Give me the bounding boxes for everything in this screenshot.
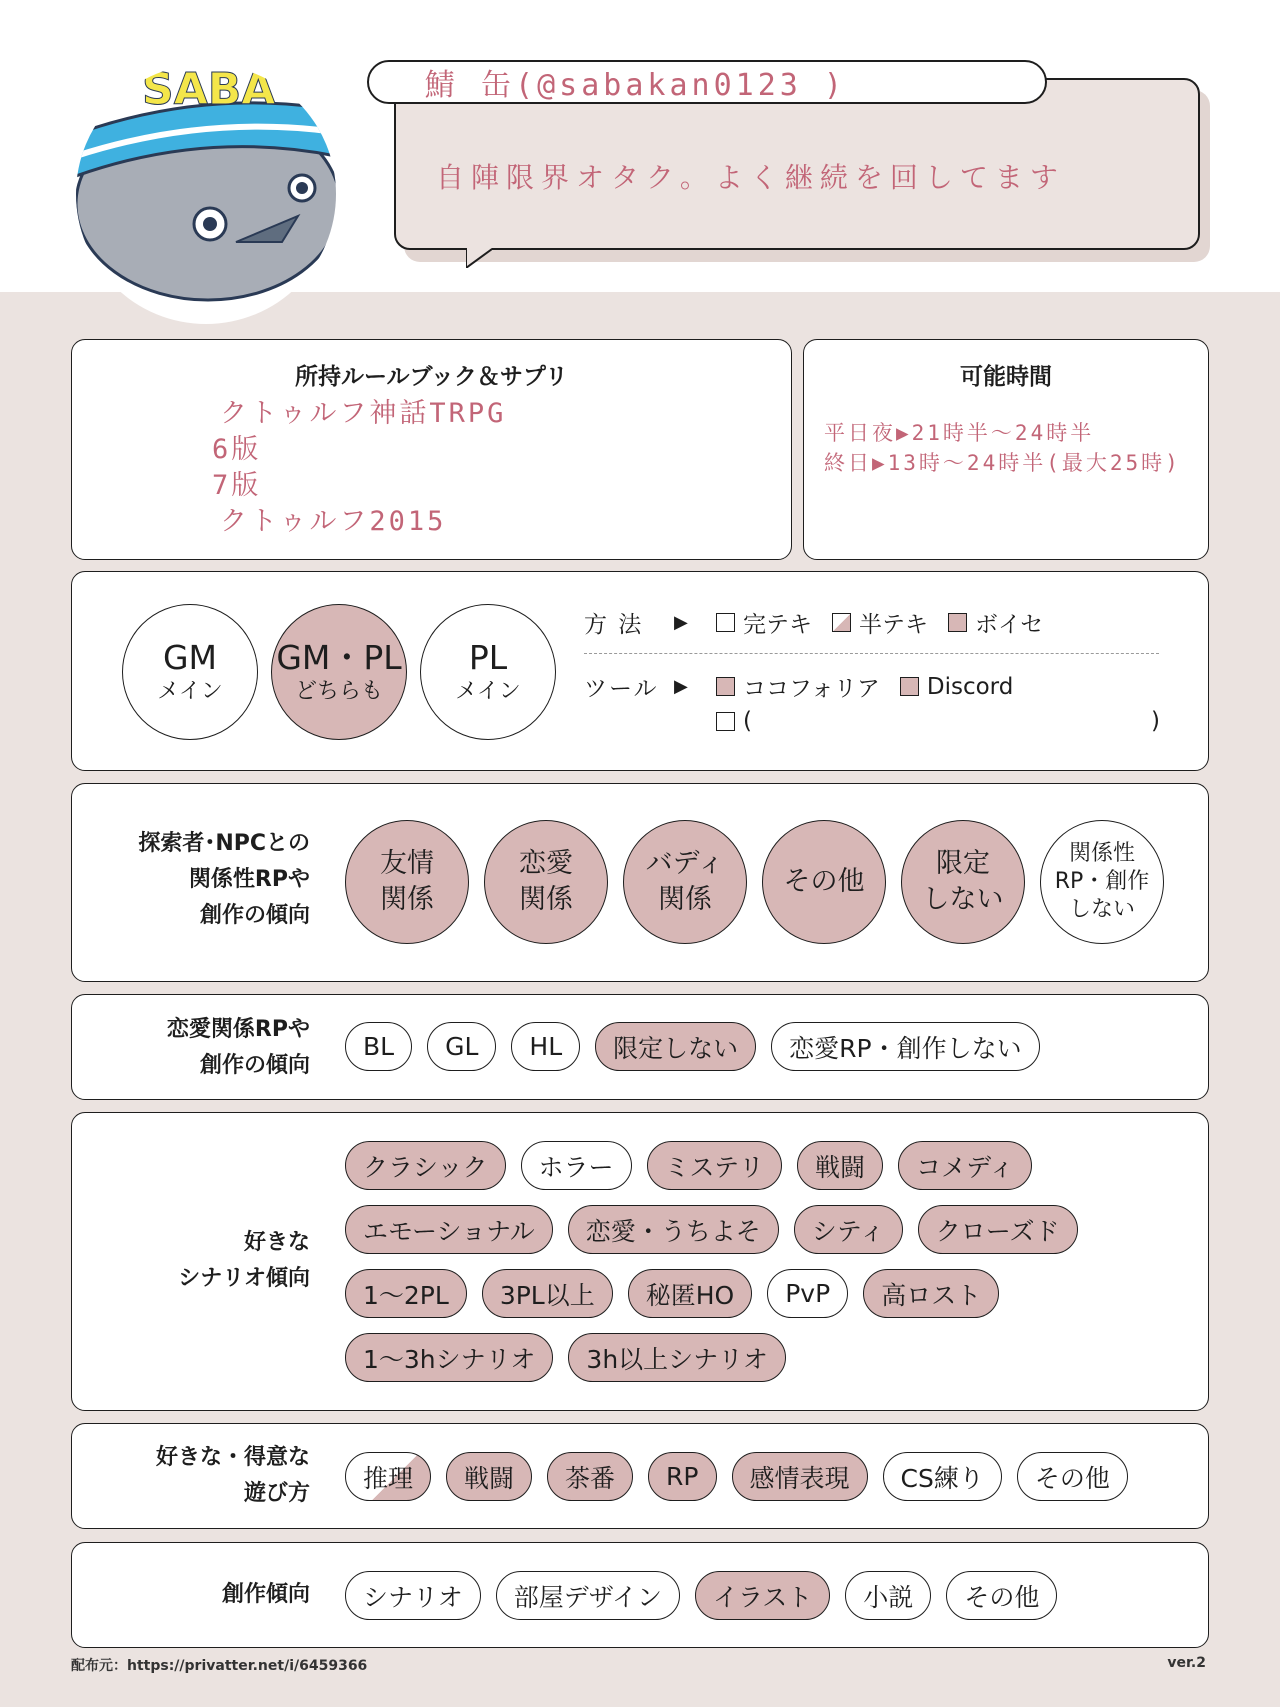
- checkbox: [716, 613, 735, 632]
- avatar-label: SABA: [142, 64, 276, 115]
- scenario-label: 好きな シナリオ傾向: [178, 1230, 310, 1291]
- relationship-option: 限定 しない: [901, 820, 1025, 944]
- scenario-chip: 1～3hシナリオ: [345, 1333, 553, 1382]
- avatar: [76, 64, 336, 324]
- tools-other-open: (: [743, 708, 752, 734]
- availability-title: 可能時間: [960, 364, 1052, 390]
- tools-other-close: ): [1151, 708, 1160, 734]
- method-option-full-text: [716, 606, 812, 639]
- arrow-icon: ▶: [674, 676, 688, 697]
- scenario-chip: エモーショナル: [345, 1205, 553, 1254]
- playstyle-chip: RP: [648, 1452, 716, 1501]
- availability-line: 終日▶13時～24時半(最大25時): [824, 451, 1181, 475]
- scenario-chip: シティ: [794, 1205, 903, 1254]
- relationship-label: 探索者･NPCとの 関係性RPや 創作の傾向: [138, 831, 310, 928]
- rulebook-item: クトゥルフ2015: [220, 506, 447, 537]
- playstyle-chip: 感情表現: [732, 1452, 868, 1501]
- availability-line: 平日夜▶21時半～24時半: [824, 421, 1095, 445]
- bio-text: 自陣限界オタク。よく継続を回してます: [436, 161, 1065, 194]
- role-top: GM: [162, 638, 218, 677]
- role-top: PL: [468, 638, 508, 677]
- footer-version: ver.2: [1167, 1655, 1206, 1671]
- divider: [584, 653, 1159, 654]
- rulebook-item: 6版: [212, 434, 262, 465]
- footer-source: 配布元：https://privatter.net/i/6459366: [71, 1658, 368, 1674]
- playstyle-chip: CS練り: [883, 1452, 1002, 1501]
- checkbox: [948, 613, 967, 632]
- playstyle-chip: 茶番: [547, 1452, 633, 1501]
- relationship-option: 恋愛 関係: [484, 820, 608, 944]
- playstyle-chip: 戦闘: [446, 1452, 532, 1501]
- tool-option-discord: [900, 674, 1013, 700]
- scenario-options: [345, 1141, 1185, 1382]
- creative-label: 創作傾向: [221, 1582, 310, 1607]
- scenario-chip: 1～2PL: [345, 1269, 467, 1318]
- role-bottom: メイン: [157, 679, 223, 704]
- romance-chip: GL: [427, 1022, 496, 1071]
- romance-chip: 恋愛RP・創作しない: [771, 1022, 1039, 1071]
- role-gm-pl-both: [271, 604, 407, 740]
- option-label: 完テキ: [743, 612, 812, 638]
- scenario-chip: 恋愛・うちよそ: [568, 1205, 779, 1254]
- scenario-chip: ミステリ: [647, 1141, 783, 1190]
- availability-list: [824, 418, 1181, 478]
- rulebook-title: 所持ルールブック＆サプリ: [294, 364, 568, 390]
- scenario-chip: 高ロスト: [863, 1269, 999, 1318]
- scenario-chip: クラシック: [345, 1141, 506, 1190]
- scenario-chip: 秘匿HO: [628, 1269, 752, 1318]
- scenario-chip: 3h以上シナリオ: [568, 1333, 786, 1382]
- option-label: Discord: [926, 673, 1014, 700]
- rulebook-item: 7版: [212, 470, 262, 501]
- scenario-chip: ホラー: [521, 1141, 632, 1190]
- method-option-half-text: [832, 606, 928, 639]
- name-banner: [367, 60, 1047, 104]
- relationship-option: その他: [762, 820, 886, 944]
- relationship-option: 友情 関係: [345, 820, 469, 944]
- rulebook-card: [71, 339, 792, 560]
- checkbox: [716, 712, 735, 731]
- profile-name: 鯖 缶(@sabakan0123 ): [425, 68, 846, 103]
- playstyle-chip: 推理: [345, 1452, 431, 1501]
- scenario-chip: クローズド: [918, 1205, 1078, 1254]
- playstyle-chip: その他: [1017, 1452, 1128, 1501]
- method-option-voice: [948, 606, 1043, 639]
- relationship-option: 関係性 RP・創作 しない: [1040, 820, 1164, 944]
- creative-chip: 部屋デザイン: [496, 1571, 680, 1620]
- method-row: [584, 606, 1063, 639]
- role-pl-main: [420, 604, 556, 740]
- creative-chip: シナリオ: [345, 1571, 481, 1620]
- scenario-chip: PvP: [767, 1269, 848, 1318]
- scenario-chip: コメディ: [898, 1141, 1032, 1190]
- scenario-chip: 3PL以上: [482, 1269, 613, 1318]
- rulebook-list: [212, 396, 506, 540]
- option-label: 半テキ: [859, 612, 928, 638]
- role-bottom: メイン: [455, 679, 521, 704]
- arrow-icon: ▶: [674, 612, 688, 633]
- tools-row: [584, 670, 1033, 703]
- playstyle-label: 好きな・得意な 遊び方: [155, 1445, 310, 1506]
- checkbox: [832, 613, 851, 632]
- romance-options: [345, 1022, 1185, 1071]
- method-label: 方 法: [584, 612, 644, 638]
- relationship-option: バディ 関係: [623, 820, 747, 944]
- creative-chip: 小説: [845, 1571, 931, 1620]
- scenario-chip: 戦闘: [797, 1141, 883, 1190]
- option-label: ボイセ: [975, 612, 1044, 638]
- role-gm-main: [122, 604, 258, 740]
- tools-other-row: [716, 708, 1160, 734]
- checkbox: [716, 677, 735, 696]
- availability-card: [803, 339, 1209, 560]
- romance-label: 恋愛関係RPや 創作の傾向: [166, 1017, 310, 1078]
- creative-chip: その他: [946, 1571, 1057, 1620]
- romance-chip: 限定しない: [595, 1022, 756, 1071]
- romance-chip: BL: [345, 1022, 412, 1071]
- tools-label: ツール: [584, 676, 659, 702]
- playstyle-options: [345, 1452, 1205, 1501]
- creative-options: [345, 1571, 1205, 1620]
- romance-chip: HL: [511, 1022, 580, 1071]
- role-top: GM・PL: [276, 638, 402, 677]
- mackerel-can-illustration: [76, 64, 336, 324]
- checkbox: [900, 677, 919, 696]
- option-label: ココフォリア: [743, 676, 880, 702]
- rulebook-item: クトゥルフ神話TRPG: [220, 398, 507, 429]
- speech-bubble-tail: [466, 248, 492, 268]
- creative-chip: イラスト: [695, 1571, 830, 1620]
- tool-option-cocofolia: [716, 670, 880, 703]
- role-bottom: どちらも: [294, 679, 383, 704]
